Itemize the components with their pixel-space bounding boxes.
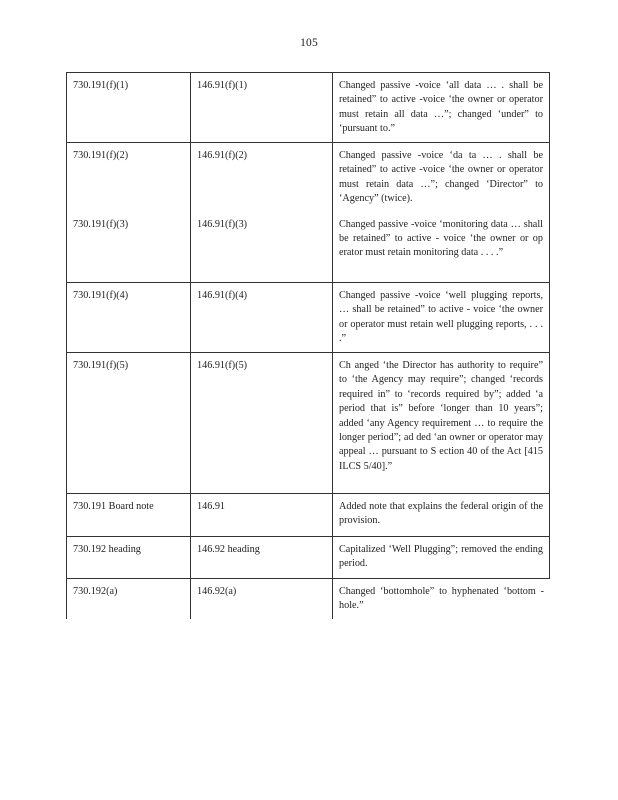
change-description-cell (332, 143, 550, 282)
section-cell (66, 143, 190, 282)
section-cell: 730.191(f)(5) (66, 353, 190, 493)
table-row (66, 536, 550, 578)
table-row (66, 142, 550, 282)
table-row (66, 282, 550, 352)
page-number: 105 (300, 37, 318, 49)
change-description-cell: Changed passive -voice ‘all data … . shall be retained” to active -voice ‘the owner or operator must retain all data …”; changed ‘under” to ‘pursuant to.” (332, 73, 550, 142)
federal-section-cell: 146.91(f)(5) (190, 353, 332, 493)
federal-section-cell: 146.92(a) (190, 579, 332, 619)
table-row (66, 72, 550, 142)
section-text: 730.191(f)(2) (73, 150, 129, 161)
federal-section-cell: 146.91(f)(4) (190, 283, 332, 352)
federal-section-cell (190, 143, 332, 282)
section-cell: 730.192(a) (66, 579, 190, 619)
section-cell: 730.191(f)(4) (66, 283, 190, 352)
section-cell: 730.192 heading (66, 537, 190, 578)
change-description-cell: Ch anged ‘the Director has authority to require” to ‘the Agency may require”; changed ‘records required in” to ‘records required by”; added ‘a period that is” before ‘longer than 10 years”; added ‘any Agency requirement … to require the longer period”; ad ded ‘an owner or operator may appeal … pursuant to S ection 40 of the Act [415 ILCS 5/40].” (332, 353, 550, 493)
section-cell: 730.191(f)(1) (66, 73, 190, 142)
federal-section-cell: 146.91 (190, 494, 332, 536)
section-text: 730.191(f)(3) (73, 219, 129, 231)
table-row (66, 352, 550, 493)
table-row (66, 493, 550, 536)
federal-section-text: 146.91(f)(2) (197, 150, 248, 161)
federal-section-cell: 146.91(f)(1) (190, 73, 332, 142)
change-description-text: Changed passive -voice ‘da ta … . shall be retained” to active -voice ‘the owner or operator must retain data …”; changed ‘Director” to ‘Agency” (twice). (339, 150, 543, 205)
federal-section-cell: 146.92 heading (190, 537, 332, 578)
change-description-text: Changed passive -voice ‘monitoring data … shall be retained” to active - voice ‘the owner or op erator must retain monitoring data . . . .” (339, 218, 543, 259)
change-description-cell: Capitalized ‘Well Plugging”; removed the ending period. (332, 537, 550, 578)
section-cell: 730.191 Board note (66, 494, 190, 536)
change-description-cell: Changed passive -voice ‘well plugging reports, … shall be retained” to active - voice ‘the owner or operator must retain well plugging reports, . . . .” (332, 283, 550, 352)
federal-section-text: 146.91(f)(3) (197, 219, 248, 231)
change-description-cell: Added note that explains the federal origin of the provision. (332, 494, 550, 536)
change-description-cell: Changed ‘bottomhole” to hyphenated ‘bottom -hole.” (332, 579, 550, 619)
table-row (66, 578, 550, 619)
comparison-table (66, 72, 550, 619)
